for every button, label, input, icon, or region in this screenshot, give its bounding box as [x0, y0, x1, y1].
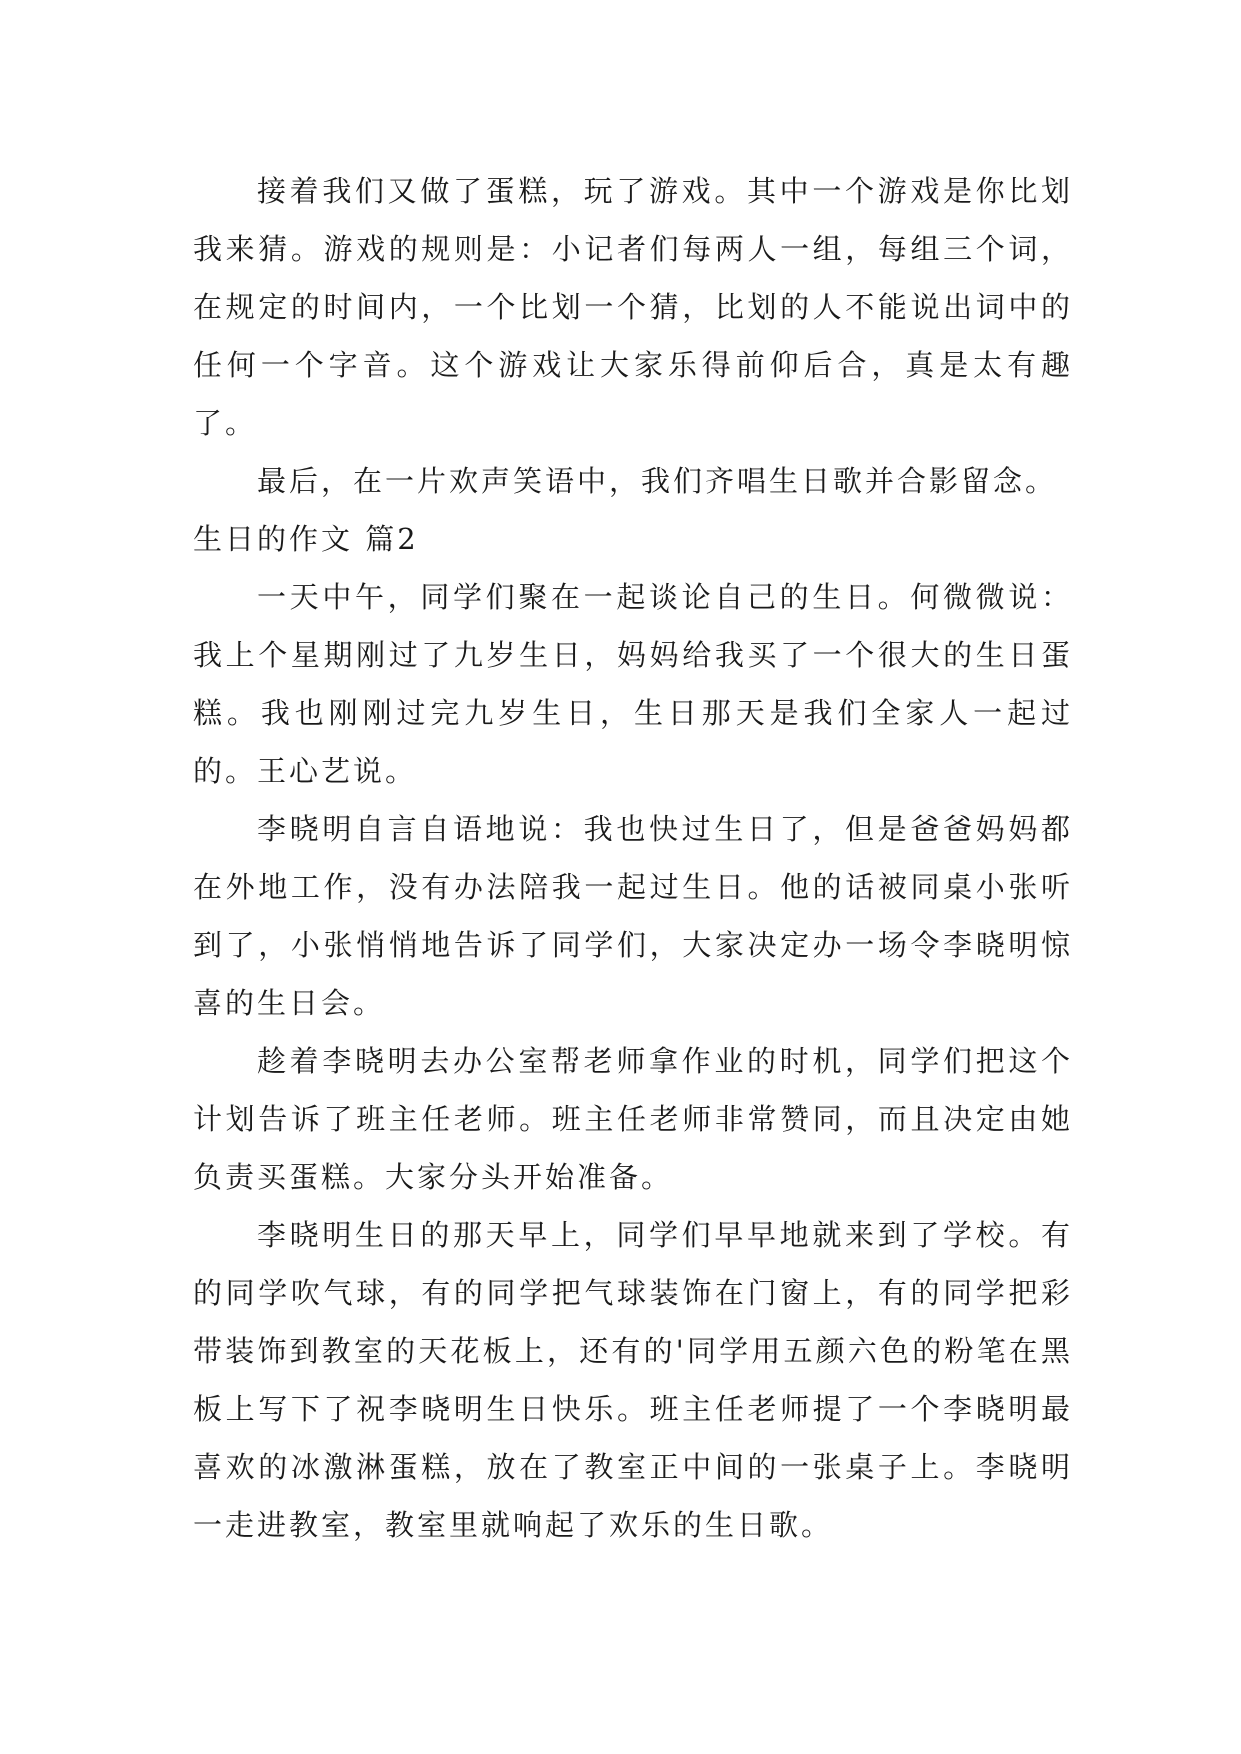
- paragraph-game: 接着我们又做了蛋糕，玩了游戏。其中一个游戏是你比划我来猜。游戏的规则是：小记者们每两人一组，每组三个词，在规定的时间内，一个比划一个猜，比划的人不能说出词中的任何一个字音。这个游戏让大家乐得前仰后合，真是太有趣了。: [193, 174, 1073, 440]
- paragraph-noon: 一天中午，同学们聚在一起谈论自己的生日。何微微说：我上个星期刚过了九岁生日，妈妈给我买了一个很大的生日蛋糕。我也刚刚过完九岁生日，生日那天是我们全家人一起过的。王心艺说。: [193, 580, 1073, 788]
- section-heading: 生日的作文 篇2: [193, 522, 419, 556]
- document-body: [193, 162, 1073, 1554]
- paragraph-li-xiaoming: 李晓明自言自语地说：我也快过生日了，但是爸爸妈妈都在外地工作，没有办法陪我一起过生日。他的话被同桌小张听到了，小张悄悄地告诉了同学们，大家决定办一场令李晓明惊喜的生日会。: [193, 812, 1073, 1020]
- paragraph-plan: 趁着李晓明去办公室帮老师拿作业的时机，同学们把这个计划告诉了班主任老师。班主任老师非常赞同，而且决定由她负责买蛋糕。大家分头开始准备。: [193, 1044, 1073, 1194]
- paragraph-birthday-morning: 李晓明生日的那天早上，同学们早早地就来到了学校。有的同学吹气球，有的同学把气球装饰在门窗上，有的同学把彩带装饰到教室的天花板上，还有的'同学用五颜六色的粉笔在黑板上写下了祝李晓明生日快乐。班主任老师提了一个李晓明最喜欢的冰激淋蛋糕，放在了教室正中间的一张桌子上。李晓明一走进教室，教室里就响起了欢乐的生日歌。: [193, 1218, 1073, 1542]
- paragraph-ending: 最后，在一片欢声笑语中，我们齐唱生日歌并合影留念。: [257, 464, 1058, 498]
